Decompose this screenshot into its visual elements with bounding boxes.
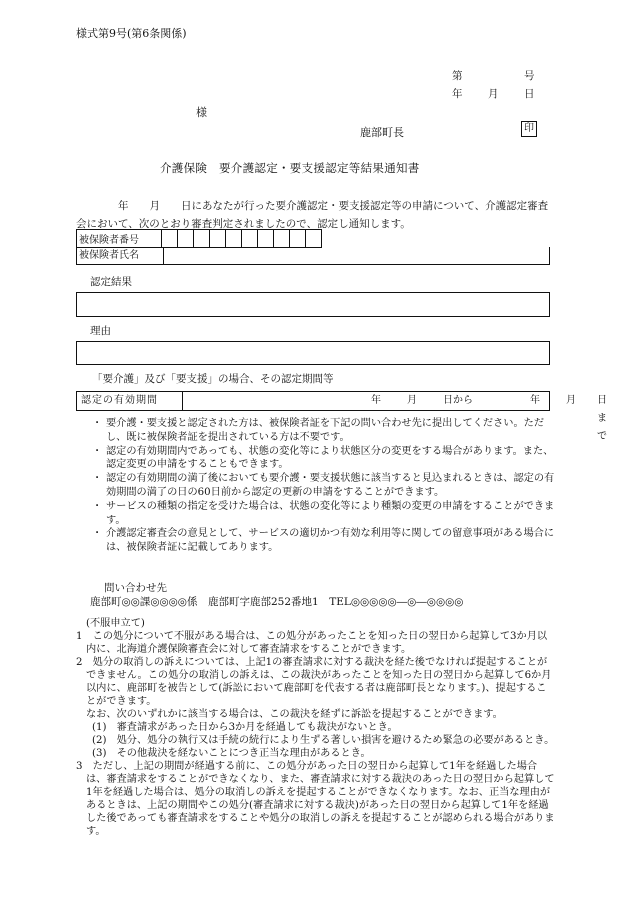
insured-name-label: 被保険者氏名 — [77, 247, 164, 264]
number-label: 第 — [452, 70, 463, 82]
digit-box[interactable] — [178, 230, 194, 248]
digit-box[interactable] — [274, 230, 290, 248]
date-month: 月 — [488, 88, 499, 100]
appeal-item-1: (1) 審査請求があった日から3か月を経過しても裁決がないとき。 — [92, 722, 398, 733]
result-box[interactable] — [76, 292, 550, 317]
digit-box[interactable] — [306, 230, 322, 248]
appeal-section — [76, 617, 556, 838]
validity-month-2: 月 — [566, 395, 576, 406]
list-item: ・ サービスの種類の指定を受けた場合は、状態の変化等により種類の変更の申請をすることができます。 — [92, 500, 555, 526]
insured-number-label: 被保険者番号 — [77, 230, 162, 248]
appeal-paragraph-2b: なお、次のいずれかに該当する場合は、この裁決を経ずに訴訟を提起することができます。 — [86, 709, 503, 720]
list-item: ・ 認定の有効期間の満了後においても要介護・要支援状態に該当すると見込まれるときは、認定の有効期間の満了の日の60日前から認定の更新の申請をすることができます。 — [92, 473, 555, 498]
date-day: 日 — [524, 88, 535, 100]
validity-until: 日まで — [597, 395, 607, 442]
validity-from: 日から — [443, 395, 473, 406]
validity-year-2: 年 — [530, 395, 540, 406]
intro-paragraph: 年 月 日にあなたが行った要介護認定・要支援認定等の申請について、介護認定審査会において、次のとおり審査判定されましたので、認定し通知します。 — [76, 200, 549, 230]
appeal-item-2: (2) 処分、処分の執行又は手続の続行により生ずる著しい損害を避けるため緊急の必要があるとき。 — [92, 735, 555, 746]
validity-heading: 「要介護」及び「要支援」の場合、その認定期間等 — [92, 373, 334, 385]
contact-line: 鹿部町◎◎課◎◎◎◎係 鹿部町字鹿部252番地1 TEL◎◎◎◎◎―◎―◎◎◎◎ — [90, 596, 464, 608]
notes-list — [92, 417, 556, 555]
digit-box[interactable] — [258, 230, 274, 248]
appeal-item-3: (3) その他裁決を経ないことにつき正当な理由があるとき。 — [92, 748, 371, 759]
digit-box[interactable] — [226, 230, 242, 248]
list-item: ・ 認定の有効期間内であっても、状態の変化等により状態区分の変更をする場合があります。また、認定変更の申請をすることもできます。 — [92, 445, 554, 471]
document-title: 介護保険 要介護認定・要支援認定等結果通知書 — [160, 161, 420, 175]
validity-label: 認定の有効期間 — [77, 392, 183, 410]
document-number — [452, 68, 538, 82]
digit-box[interactable] — [290, 230, 306, 248]
appeal-paragraph-1: 1 この処分について不服がある場合は、この処分があったことを知った日の翌日から起算して3か月以内に、北海道介護保険審査会に対して審査請求をすることができます。 — [76, 631, 548, 655]
list-item: ・ 要介護・要支援と認定された方は、被保険者証を下記の問い合わせ先に提出してください。ただし、既に被保険者証を提出されている方は不要です。 — [92, 418, 545, 443]
validity-month-1: 月 — [407, 395, 417, 406]
validity-year-1: 年 — [371, 395, 381, 406]
list-item: ・ 介護認定審査会の意見として、サービスの適切かつ有効な利用等に関しての留意事項がある場合には、被保険者証に記載してあります。 — [92, 528, 555, 554]
number-suffix: 号 — [524, 70, 535, 82]
result-label: 認定結果 — [90, 276, 132, 288]
addressee: 様 — [196, 106, 207, 119]
digit-box[interactable] — [242, 230, 258, 248]
appeal-heading: (不服申立て) — [86, 618, 145, 629]
insured-number-table — [76, 229, 322, 248]
issuer: 鹿部町長 — [360, 126, 404, 139]
form-number: 様式第9号(第6条関係) — [76, 27, 187, 40]
digit-box[interactable] — [194, 230, 210, 248]
digit-box[interactable] — [210, 230, 226, 248]
contact-heading: 問い合わせ先 — [104, 582, 167, 594]
contact-block — [90, 581, 464, 609]
reason-box[interactable] — [76, 341, 550, 365]
appeal-paragraph-3: 3 ただし、上記の期間が経過する前に、この処分があった日の翌日から起算して1年を経過した場合は、審査請求をすることができなくなり、また、審査請求に対する裁決のあった日の翌日から起算して1年を経過した場合は、処分の取消しの訴えを提起することができなくなります。なお、正当な理由があるときは、上記の期間やこの処分(審査請求に対する裁決)があった日の翌日から起算して1年を経過した後であっても審査請求をすることや処分の取消しの訴えを提起することが認められる場合があります。 — [76, 761, 555, 837]
insured-name-row[interactable] — [76, 247, 550, 265]
digit-box[interactable] — [162, 230, 178, 248]
date-year: 年 — [452, 88, 463, 100]
issue-date — [452, 86, 542, 100]
appeal-paragraph-2: 2 処分の取消しの訴えについては、上記1の審査請求に対する裁決を経た後でなければ提起することができません。この処分の取消しの訴えは、この裁決があったことを知った日の翌日から起算して6か月以内に、鹿部町を被告として(訴訟において鹿部町を代表する者は鹿部町長となります。)、提起することができます。 — [76, 657, 552, 707]
seal-mark: 印 — [521, 121, 537, 137]
reason-label: 理由 — [90, 325, 111, 337]
